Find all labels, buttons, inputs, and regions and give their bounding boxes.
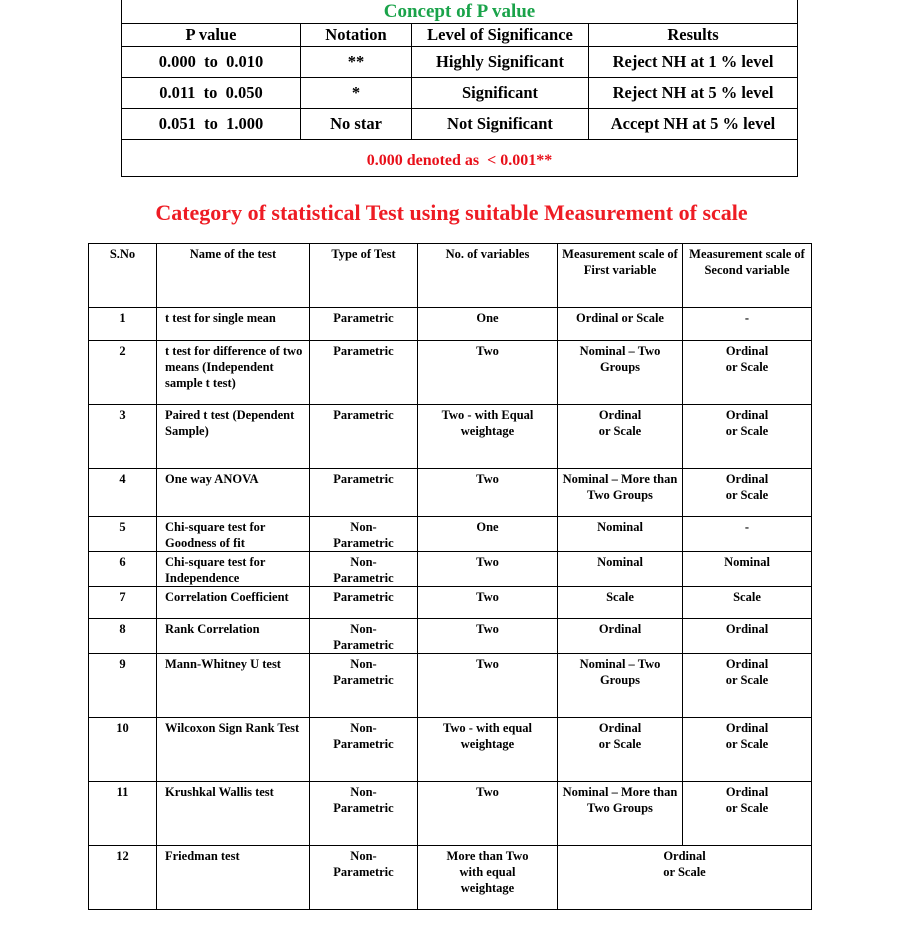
second-scale: Ordinal [683, 619, 812, 654]
test-name: Chi-square test for Goodness of fit [157, 517, 310, 552]
table-row [89, 587, 812, 619]
header-level: Level of Significance [412, 24, 589, 47]
first-scale: Nominal – Two Groups [558, 341, 683, 405]
sno: 11 [89, 782, 157, 846]
p-value-table [121, 0, 798, 177]
table-row [89, 718, 812, 782]
first-scale: Nominal – More than Two Groups [558, 782, 683, 846]
test-type: Non-Parametric [310, 517, 418, 552]
first-scale: Nominal – Two Groups [558, 654, 683, 718]
test-type: Parametric [310, 587, 418, 619]
num-variables: Two [418, 654, 558, 718]
test-name: Krushkal Wallis test [157, 782, 310, 846]
merged-scale: Ordinal or Scale [558, 846, 812, 910]
sno: 8 [89, 619, 157, 654]
table-row [89, 341, 812, 405]
second-scale: Scale [683, 587, 812, 619]
sno: 1 [89, 308, 157, 341]
test-type: Non-Parametric [310, 552, 418, 587]
result: Reject NH at 1 % level [589, 47, 798, 78]
sno: 5 [89, 517, 157, 552]
p-value-row [122, 78, 798, 109]
num-variables: Two [418, 782, 558, 846]
table-row [89, 782, 812, 846]
num-variables: One [418, 517, 558, 552]
test-name: t test for single mean [157, 308, 310, 341]
test-name: t test for difference of two means (Independent sample t test) [157, 341, 310, 405]
test-type: Parametric [310, 469, 418, 517]
num-variables: Two [418, 469, 558, 517]
test-name: Chi-square test for Independence [157, 552, 310, 587]
second-scale: - [683, 517, 812, 552]
num-variables: Two - with equal weightage [418, 718, 558, 782]
first-scale: Ordinal or Scale [558, 405, 683, 469]
test-type: Non-Parametric [310, 654, 418, 718]
p-value-table-title: Concept of P value [122, 0, 798, 24]
table-row [89, 517, 812, 552]
notation: No star [301, 109, 412, 140]
p-value-range: 0.051 to 1.000 [122, 109, 301, 140]
num-variables: More than Two with equal weightage [418, 846, 558, 910]
result: Reject NH at 5 % level [589, 78, 798, 109]
table-row [89, 469, 812, 517]
num-variables: Two [418, 587, 558, 619]
table-row [89, 619, 812, 654]
num-variables: Two [418, 552, 558, 587]
header-results: Results [589, 24, 798, 47]
table-row [89, 308, 812, 341]
num-variables: Two - with Equal weightage [418, 405, 558, 469]
first-scale: Ordinal or Scale [558, 308, 683, 341]
significance-level: Not Significant [412, 109, 589, 140]
test-name: Friedman test [157, 846, 310, 910]
sno: 10 [89, 718, 157, 782]
first-scale: Nominal [558, 517, 683, 552]
header-second-scale: Measurement scale of Second variable [683, 244, 812, 308]
second-scale: - [683, 308, 812, 341]
first-scale: Nominal [558, 552, 683, 587]
header-p-value: P value [122, 24, 301, 47]
header-test-name: Name of the test [157, 244, 310, 308]
test-type: Non-Parametric [310, 782, 418, 846]
first-scale: Ordinal [558, 619, 683, 654]
table-row [89, 654, 812, 718]
test-name: One way ANOVA [157, 469, 310, 517]
num-variables: One [418, 308, 558, 341]
test-type: Parametric [310, 308, 418, 341]
p-value-range: 0.011 to 0.050 [122, 78, 301, 109]
num-variables: Two [418, 341, 558, 405]
p-value-header-row [122, 24, 798, 47]
table-row [89, 552, 812, 587]
sno: 9 [89, 654, 157, 718]
notation: * [301, 78, 412, 109]
sno: 6 [89, 552, 157, 587]
statistical-test-table [88, 243, 812, 910]
second-scale: Ordinal or Scale [683, 654, 812, 718]
significance-level: Highly Significant [412, 47, 589, 78]
second-scale: Ordinal or Scale [683, 782, 812, 846]
second-scale: Ordinal or Scale [683, 341, 812, 405]
p-value-row [122, 47, 798, 78]
header-sno: S.No [89, 244, 157, 308]
result: Accept NH at 5 % level [589, 109, 798, 140]
significance-level: Significant [412, 78, 589, 109]
header-num-variables: No. of variables [418, 244, 558, 308]
test-name: Paired t test (Dependent Sample) [157, 405, 310, 469]
category-heading: Category of statistical Test using suitable Measurement of scale [155, 200, 748, 225]
test-type: Non-Parametric [310, 846, 418, 910]
second-scale: Nominal [683, 552, 812, 587]
header-notation: Notation [301, 24, 412, 47]
header-test-type: Type of Test [310, 244, 418, 308]
num-variables: Two [418, 619, 558, 654]
test-type: Non-Parametric [310, 619, 418, 654]
test-type: Non-Parametric [310, 718, 418, 782]
test-name: Correlation Coefficient [157, 587, 310, 619]
sno: 3 [89, 405, 157, 469]
second-scale: Ordinal or Scale [683, 405, 812, 469]
sno: 4 [89, 469, 157, 517]
test-type: Parametric [310, 405, 418, 469]
p-value-note: 0.000 denoted as < 0.001** [122, 140, 798, 177]
table-row [89, 846, 812, 910]
first-scale: Scale [558, 587, 683, 619]
test-name: Mann-Whitney U test [157, 654, 310, 718]
second-scale: Ordinal or Scale [683, 718, 812, 782]
test-name: Rank Correlation [157, 619, 310, 654]
test-table-header-row [89, 244, 812, 308]
second-scale: Ordinal or Scale [683, 469, 812, 517]
test-type: Parametric [310, 341, 418, 405]
sno: 12 [89, 846, 157, 910]
test-name: Wilcoxon Sign Rank Test [157, 718, 310, 782]
sno: 2 [89, 341, 157, 405]
first-scale: Ordinal or Scale [558, 718, 683, 782]
p-value-row [122, 109, 798, 140]
sno: 7 [89, 587, 157, 619]
first-scale: Nominal – More than Two Groups [558, 469, 683, 517]
header-first-scale: Measurement scale of First variable [558, 244, 683, 308]
notation: ** [301, 47, 412, 78]
table-row [89, 405, 812, 469]
p-value-range: 0.000 to 0.010 [122, 47, 301, 78]
